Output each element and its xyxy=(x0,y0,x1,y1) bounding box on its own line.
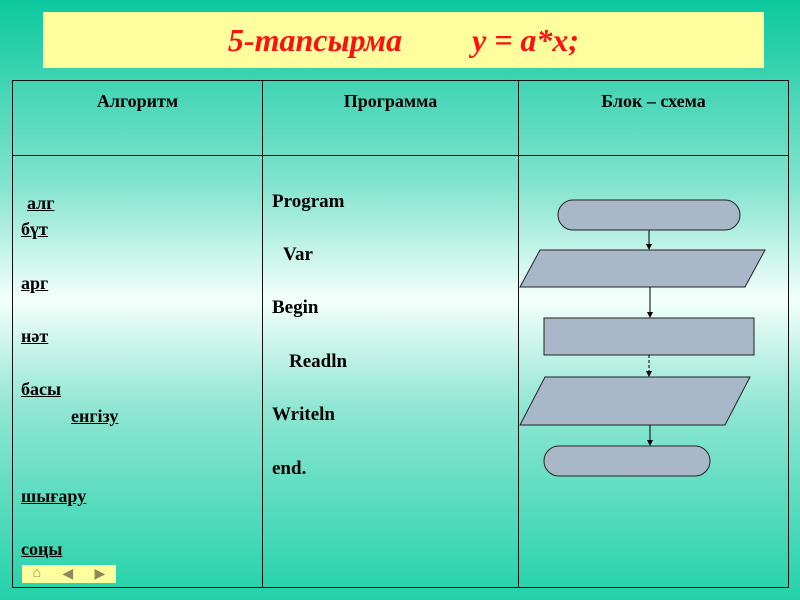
header-program: Программа xyxy=(343,91,438,111)
program-line: Program xyxy=(272,191,345,212)
algorithm-line: енгізу xyxy=(71,406,119,426)
algorithm-line: басы xyxy=(21,379,62,399)
input-parallelogram xyxy=(520,250,765,287)
prev-button[interactable]: ◀ xyxy=(62,566,74,582)
algorithm-line: алг xyxy=(27,193,55,213)
start-terminator xyxy=(558,200,740,230)
program-line: end. xyxy=(272,458,307,479)
algorithm-line: шығару xyxy=(21,486,87,506)
program-line: Var xyxy=(283,244,313,265)
output-parallelogram xyxy=(520,377,750,425)
program-line: Writeln xyxy=(272,404,335,425)
formula: y = a*x; xyxy=(471,21,580,58)
end-terminator xyxy=(544,446,710,476)
header-algorithm: Алгоритм xyxy=(96,91,179,111)
algorithm-line: нәт xyxy=(21,326,49,346)
slide-nav xyxy=(22,565,116,583)
program-line: Readln xyxy=(289,351,348,372)
algorithm-line: бүт xyxy=(21,219,48,239)
program-line: Begin xyxy=(272,297,319,318)
algorithm-line: арг xyxy=(21,273,49,293)
home-button[interactable]: ⌂ xyxy=(32,566,42,581)
process-box xyxy=(544,318,754,355)
next-button[interactable]: ▶ xyxy=(94,566,106,582)
header-flowchart: Блок – схема xyxy=(601,91,706,111)
algorithm-line: соңы xyxy=(21,539,63,559)
task-title: 5-тапсырма xyxy=(227,21,402,58)
